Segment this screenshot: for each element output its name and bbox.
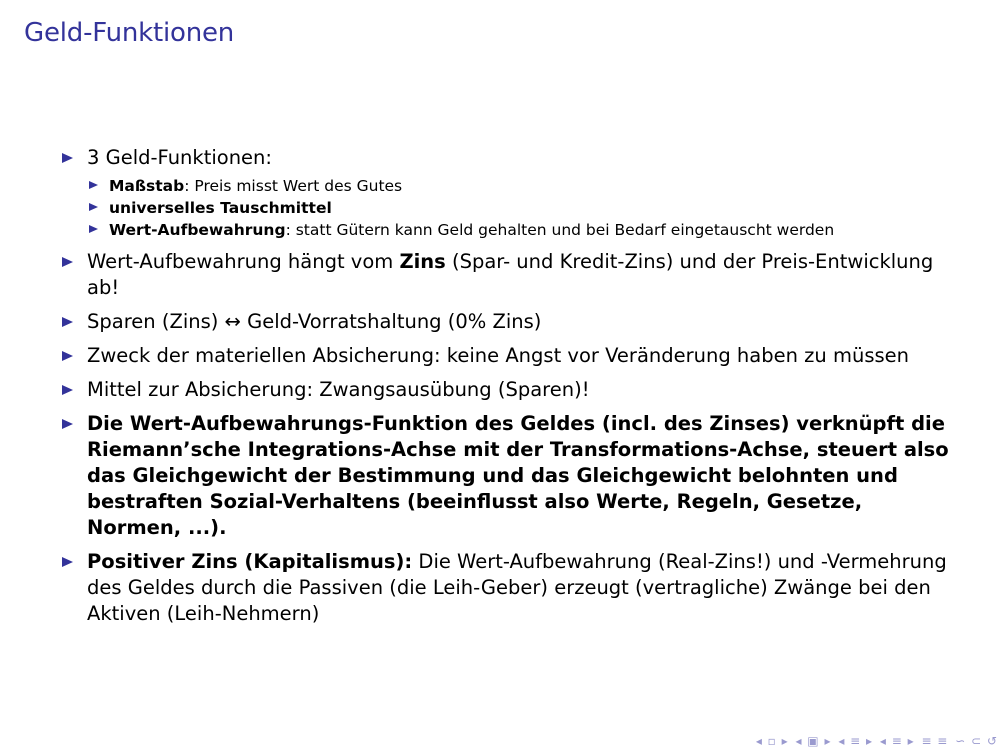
sub-item-term: Maßstab (109, 177, 185, 195)
nav-prev-icon[interactable]: ◂ ▫ ▸ (755, 734, 789, 748)
list-item (62, 249, 962, 301)
item-text: Die Wert-Aufbewahrung (Real-Zins!) und -Vermehrung des Geldes durch die Passiven (die Leih-Geber) erzeugt (vertragliche) Zwänge bei den Aktiven (Leih-Nehmern) (87, 550, 947, 625)
list-item (62, 549, 962, 627)
nav-appendix-icon[interactable]: ≡ ≡ (921, 734, 949, 748)
sub-item-term: Wert-Aufbewahrung (109, 221, 286, 239)
bullet-list (62, 145, 962, 635)
sub-item-term: universelles Tauschmittel (109, 199, 332, 217)
sub-item (87, 219, 962, 241)
item-text: (Spar- und Kredit-Zins) und der Preis-Entwicklung ab! (87, 250, 934, 299)
item-text: Wert-Aufbewahrung hängt vom (87, 250, 400, 273)
item-text: 3 Geld-Funktionen: (87, 146, 272, 169)
sub-item (87, 197, 962, 219)
list-item (62, 411, 962, 541)
item-bold-text: Die Wert-Aufbewahrungs-Funktion des Geldes (incl. des Zinses) verknüpft die Riemann’sche Integrations-Achse mit der Transformations-Achse, steuert also das Gleichgewicht der Bestimmung und das Gleichgewicht belohnten und bestraften Sozial-Verhaltens (beeinflusst also Werte, Regeln, Gesetze, Normen, ...). (87, 412, 949, 539)
list-item (62, 377, 962, 403)
sub-item (87, 175, 962, 197)
list-item (62, 145, 962, 241)
item-text: Mittel zur Absicherung: Zwangsausübung (Sparen)! (87, 378, 590, 401)
item-term: Positiver Zins (Kapitalismus): (87, 550, 413, 573)
nav-subsection-icon[interactable]: ◂ ≡ ▸ (838, 734, 874, 748)
list-item (62, 309, 962, 335)
item-text: Zweck der materiellen Absicherung: keine Angst vor Veränderung haben zu müssen (87, 344, 909, 367)
sub-list (87, 175, 962, 241)
item-term: Zins (399, 250, 446, 273)
sub-item-text: : Preis misst Wert des Gutes (184, 177, 403, 195)
nav-search-icon[interactable]: ∽ ⊂ ↺ (955, 734, 998, 748)
list-item (62, 343, 962, 369)
sub-item-text: : statt Gütern kann Geld gehalten und bei Bedarf eingetauscht werden (285, 221, 835, 239)
nav-frame-icon[interactable]: ◂ ▣ ▸ (795, 734, 832, 748)
nav-section-icon[interactable]: ◂ ≡ ▸ (879, 734, 915, 748)
slide-title: Geld-Funktionen (24, 18, 235, 48)
beamer-navigation (754, 734, 998, 748)
item-text: Sparen (Zins) ↔ Geld-Vorratshaltung (0% Zins) (87, 310, 542, 333)
